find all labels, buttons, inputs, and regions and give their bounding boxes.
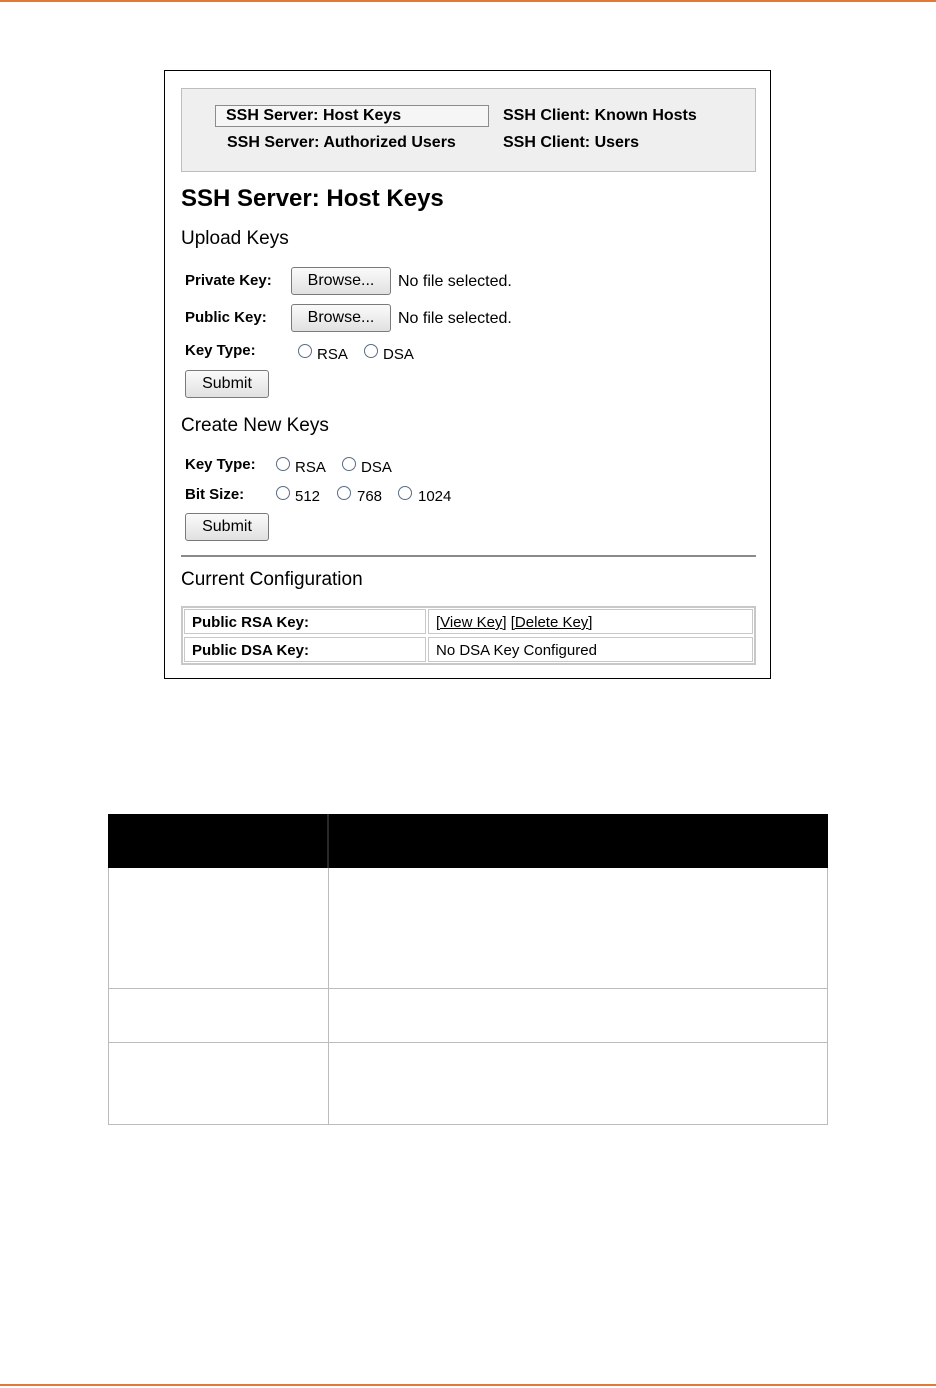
- table-row: [184, 637, 753, 662]
- top-accent-rule: [0, 0, 936, 2]
- description-table-body: [108, 868, 828, 1125]
- create-dsa-radio[interactable]: [342, 457, 356, 471]
- upload-dsa-label: DSA: [383, 346, 414, 363]
- section-divider: [181, 555, 756, 557]
- page-title: SSH Server: Host Keys: [181, 185, 444, 212]
- bit-size-1024-radio[interactable]: [398, 486, 412, 500]
- nav-ssh-server-host-keys[interactable]: SSH Server: Host Keys: [215, 105, 489, 127]
- current-config-table: [181, 606, 756, 665]
- view-key-link[interactable]: [View Key]: [436, 614, 507, 631]
- upload-key-type-label: Key Type:: [185, 342, 256, 359]
- public-key-file-status: No file selected.: [398, 310, 512, 327]
- create-rsa-label: RSA: [295, 459, 326, 476]
- private-key-browse-button[interactable]: Browse...: [291, 267, 391, 295]
- private-key-file-status: No file selected.: [398, 273, 512, 290]
- ssh-host-keys-panel: [164, 70, 771, 679]
- bit-size-512-label: 512: [295, 488, 321, 505]
- bit-size-1024-label: 1024: [418, 488, 452, 505]
- nav-ssh-server-authorized-users[interactable]: SSH Server: Authorized Users: [227, 134, 456, 151]
- create-key-type-label: Key Type:: [185, 456, 256, 473]
- bit-size-768-radio[interactable]: [337, 486, 351, 500]
- bottom-accent-rule: [0, 1384, 936, 1386]
- dsa-key-value: No DSA Key Configured: [428, 637, 753, 662]
- public-key-label: Public Key:: [185, 309, 267, 326]
- public-key-browse-button[interactable]: Browse...: [291, 304, 391, 332]
- rsa-key-actions: [428, 609, 753, 634]
- column-separator: [328, 868, 329, 1124]
- delete-key-link[interactable]: [Delete Key]: [510, 614, 593, 631]
- create-submit-button[interactable]: Submit: [185, 513, 269, 541]
- create-rsa-radio[interactable]: [276, 457, 290, 471]
- create-dsa-label: DSA: [361, 459, 392, 476]
- bit-size-512-radio[interactable]: [276, 486, 290, 500]
- upload-dsa-radio[interactable]: [364, 344, 378, 358]
- dsa-key-label: Public DSA Key:: [184, 637, 426, 662]
- header-column-separator: [327, 814, 329, 868]
- nav-ssh-client-known-hosts[interactable]: SSH Client: Known Hosts: [503, 107, 697, 124]
- row-separator: [109, 988, 827, 989]
- description-table-header: [108, 814, 828, 868]
- description-table: [108, 814, 828, 1125]
- rsa-key-label: Public RSA Key:: [184, 609, 426, 634]
- upload-rsa-label: RSA: [317, 346, 348, 363]
- nav-ssh-client-users[interactable]: SSH Client: Users: [503, 134, 640, 151]
- create-keys-heading: Create New Keys: [181, 415, 329, 436]
- ssh-nav-menu: [181, 88, 756, 172]
- current-config-heading: Current Configuration: [181, 569, 363, 590]
- upload-keys-heading: Upload Keys: [181, 228, 289, 249]
- private-key-label: Private Key:: [185, 272, 272, 289]
- table-row: [184, 609, 753, 634]
- bit-size-768-label: 768: [357, 488, 383, 505]
- upload-submit-button[interactable]: Submit: [185, 370, 269, 398]
- bit-size-label: Bit Size:: [185, 486, 245, 503]
- upload-rsa-radio[interactable]: [298, 344, 312, 358]
- row-separator: [109, 1042, 827, 1043]
